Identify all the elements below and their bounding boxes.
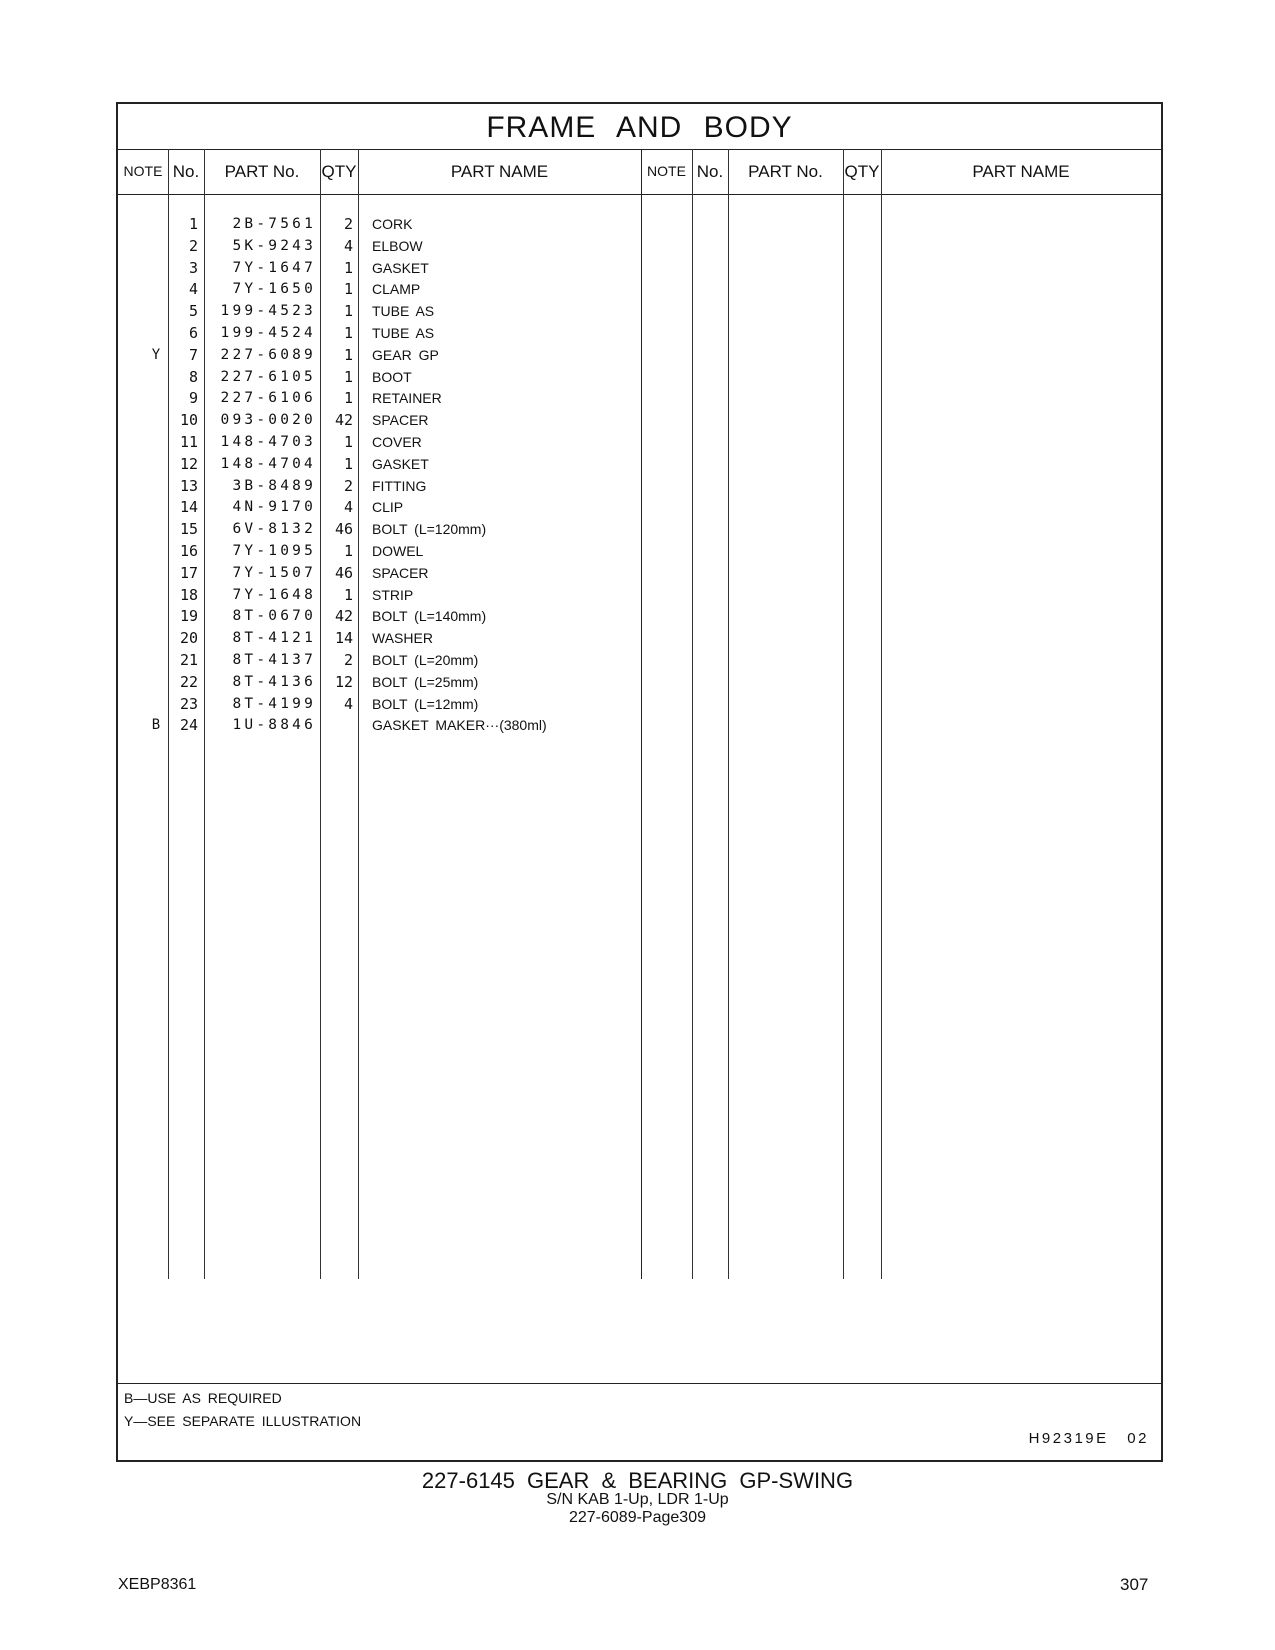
row-number: 7 [188, 345, 198, 364]
row-part-name: BOLT (L=25mm) [372, 673, 479, 690]
row-quantity: 4 [343, 498, 353, 517]
row-quantity: 46 [334, 520, 353, 539]
row-part-number: 7Y-1095 [232, 542, 316, 559]
row-number: 18 [179, 585, 198, 604]
row-part-name: BOLT (L=12mm) [372, 695, 479, 712]
row-number: 14 [179, 498, 198, 517]
row-note: B [151, 717, 161, 734]
row-part-name: ELBOW [372, 237, 423, 254]
row-number: 4 [188, 280, 198, 299]
row-number: 16 [179, 541, 198, 560]
table-row [118, 476, 638, 498]
table-row [118, 563, 638, 585]
row-quantity: 12 [334, 672, 353, 691]
row-part-name: BOLT (L=140mm) [372, 608, 487, 625]
table-row [118, 410, 638, 432]
row-quantity: 4 [343, 236, 353, 255]
row-part-number: 199-4524 [220, 324, 316, 341]
row-number: 2 [188, 236, 198, 255]
row-part-name: CLIP [372, 499, 404, 516]
header-no-right: No. [696, 162, 724, 181]
row-part-name: BOLT (L=20mm) [372, 651, 479, 668]
table-row [118, 606, 638, 628]
table-row [118, 672, 638, 694]
parts-table-frame [116, 102, 1163, 1462]
row-number: 5 [188, 302, 198, 321]
row-part-number: 093-0020 [220, 412, 316, 429]
row-part-number: 8T-4136 [232, 673, 316, 690]
row-part-number: 8T-4199 [232, 695, 316, 712]
row-part-number: 2B-7561 [232, 216, 316, 232]
row-part-name: RETAINER [372, 390, 442, 407]
row-part-name: DOWEL [372, 542, 424, 559]
row-part-name: STRIP [372, 586, 414, 603]
row-part-number: 7Y-1647 [232, 259, 316, 276]
table-row [118, 585, 638, 607]
row-part-name: GASKET [372, 259, 429, 276]
row-quantity: 1 [343, 280, 353, 299]
row-number: 20 [179, 629, 198, 648]
row-part-number: 3B-8489 [232, 477, 316, 494]
column-divider [692, 149, 693, 1279]
group-caption: 227-6145 GEAR & BEARING GP-SWING [421, 1468, 854, 1493]
table-row [118, 541, 638, 563]
row-number: 13 [179, 476, 198, 495]
row-quantity: 14 [334, 629, 353, 648]
row-part-number: 227-6089 [220, 346, 316, 363]
row-quantity: 46 [334, 563, 353, 582]
table-row [118, 454, 638, 476]
header-part-no-left: PART No. [224, 162, 300, 181]
header-part-name-right: PART NAME [972, 162, 1070, 181]
document-id: XEBP8361 [118, 1576, 197, 1593]
row-part-number: 8T-4137 [232, 651, 316, 668]
row-quantity: 1 [343, 432, 353, 451]
table-row [118, 519, 638, 541]
row-quantity: 2 [343, 215, 353, 233]
row-number: 10 [179, 411, 198, 430]
table-row [118, 715, 638, 737]
row-part-number: 7Y-1507 [232, 564, 316, 581]
table-row [118, 279, 638, 301]
row-quantity: 1 [343, 585, 353, 604]
row-part-number: 1U-8846 [232, 717, 316, 734]
row-part-number: 8T-0670 [232, 608, 316, 625]
row-quantity: 1 [343, 454, 353, 473]
header-note-right: NOTE [647, 163, 686, 179]
row-part-name: WASHER [372, 630, 433, 647]
table-row [118, 301, 638, 323]
row-note: Y [151, 346, 161, 363]
row-quantity: 4 [343, 694, 353, 713]
serial-range: S/N KAB 1-Up, LDR 1-Up [546, 1491, 729, 1508]
table-row [118, 650, 638, 672]
page-number: 307 [1120, 1575, 1149, 1594]
row-number: 19 [179, 607, 198, 626]
row-part-name: TUBE AS [372, 303, 435, 320]
table-row [118, 497, 638, 519]
page-reference: 227-6089-Page309 [568, 1509, 706, 1526]
table-row [118, 236, 638, 258]
column-divider [843, 149, 844, 1279]
row-quantity: 42 [334, 411, 353, 430]
header-no-left: No. [172, 162, 200, 181]
row-part-name: FITTING [372, 477, 427, 494]
table-row [118, 628, 638, 650]
row-quantity: 2 [343, 650, 353, 669]
row-number: 12 [179, 454, 198, 473]
table-header [118, 149, 1161, 195]
column-divider [881, 149, 882, 1279]
row-part-number: 148-4704 [220, 455, 316, 472]
table-row [118, 694, 638, 716]
row-number: 23 [179, 694, 198, 713]
table-row [118, 345, 638, 367]
row-quantity: 1 [343, 258, 353, 277]
row-part-name: GEAR GP [372, 346, 439, 363]
row-quantity: 1 [343, 367, 353, 386]
row-part-name: COVER [372, 433, 422, 450]
footnote-b: B—USE AS REQUIRED [124, 1390, 282, 1406]
row-part-name: CORK [372, 216, 413, 232]
table-row [118, 214, 638, 236]
row-part-name: CLAMP [372, 281, 421, 298]
row-quantity: 2 [343, 476, 353, 495]
row-part-number: 8T-4121 [232, 630, 316, 647]
row-part-name: GASKET [372, 455, 429, 472]
row-part-number: 4N-9170 [232, 499, 316, 516]
row-part-number: 7Y-1648 [232, 586, 316, 603]
row-number: 17 [179, 563, 198, 582]
header-part-name-left: PART NAME [450, 162, 549, 181]
column-divider-center [641, 149, 642, 1279]
row-part-name: BOLT (L=120mm) [372, 521, 487, 538]
header-part-no-right: PART No. [748, 162, 823, 181]
row-part-number: 5K-9243 [232, 237, 316, 254]
table-row [118, 367, 638, 389]
row-part-name: TUBE AS [372, 324, 435, 341]
row-number: 11 [179, 432, 198, 451]
row-quantity: 1 [343, 345, 353, 364]
header-qty-right: QTY [844, 162, 880, 181]
row-quantity: 1 [343, 323, 353, 342]
row-part-number: 148-4703 [220, 433, 316, 450]
header-note-left: NOTE [123, 163, 163, 179]
row-number: 21 [179, 650, 198, 669]
row-quantity: 1 [343, 302, 353, 321]
row-number: 15 [179, 520, 198, 539]
row-part-name: SPACER [372, 412, 429, 429]
row-quantity: 42 [334, 607, 353, 626]
table-row [118, 323, 638, 345]
row-quantity: 1 [343, 541, 353, 560]
row-number: 24 [179, 716, 198, 735]
row-number: 22 [179, 672, 198, 691]
row-part-name: BOOT [372, 368, 412, 385]
row-number: 3 [188, 258, 198, 277]
column-divider [728, 149, 729, 1279]
parts-list-left [118, 214, 638, 737]
row-quantity: 1 [343, 389, 353, 408]
table-row [118, 258, 638, 280]
row-part-number: 7Y-1650 [232, 281, 316, 298]
row-part-number: 199-4523 [220, 303, 316, 320]
row-number: 8 [188, 367, 198, 386]
row-number: 6 [188, 323, 198, 342]
footnote-y: Y—SEE SEPARATE ILLUSTRATION [124, 1413, 362, 1429]
row-part-name: SPACER [372, 564, 429, 581]
row-part-number: 227-6105 [220, 368, 316, 385]
row-part-number: 6V-8132 [232, 521, 316, 538]
row-part-number: 227-6106 [220, 390, 316, 407]
row-number: 1 [188, 215, 198, 233]
table-title: FRAME AND BODY [118, 104, 1161, 150]
row-number: 9 [188, 389, 198, 408]
table-footer [118, 1383, 1161, 1460]
header-qty-left: QTY [321, 162, 357, 181]
row-part-name: GASKET MAKER···(380ml) [372, 717, 547, 734]
table-row [118, 432, 638, 454]
drawing-code: H92319E 02 [1028, 1430, 1149, 1447]
table-row [118, 388, 638, 410]
